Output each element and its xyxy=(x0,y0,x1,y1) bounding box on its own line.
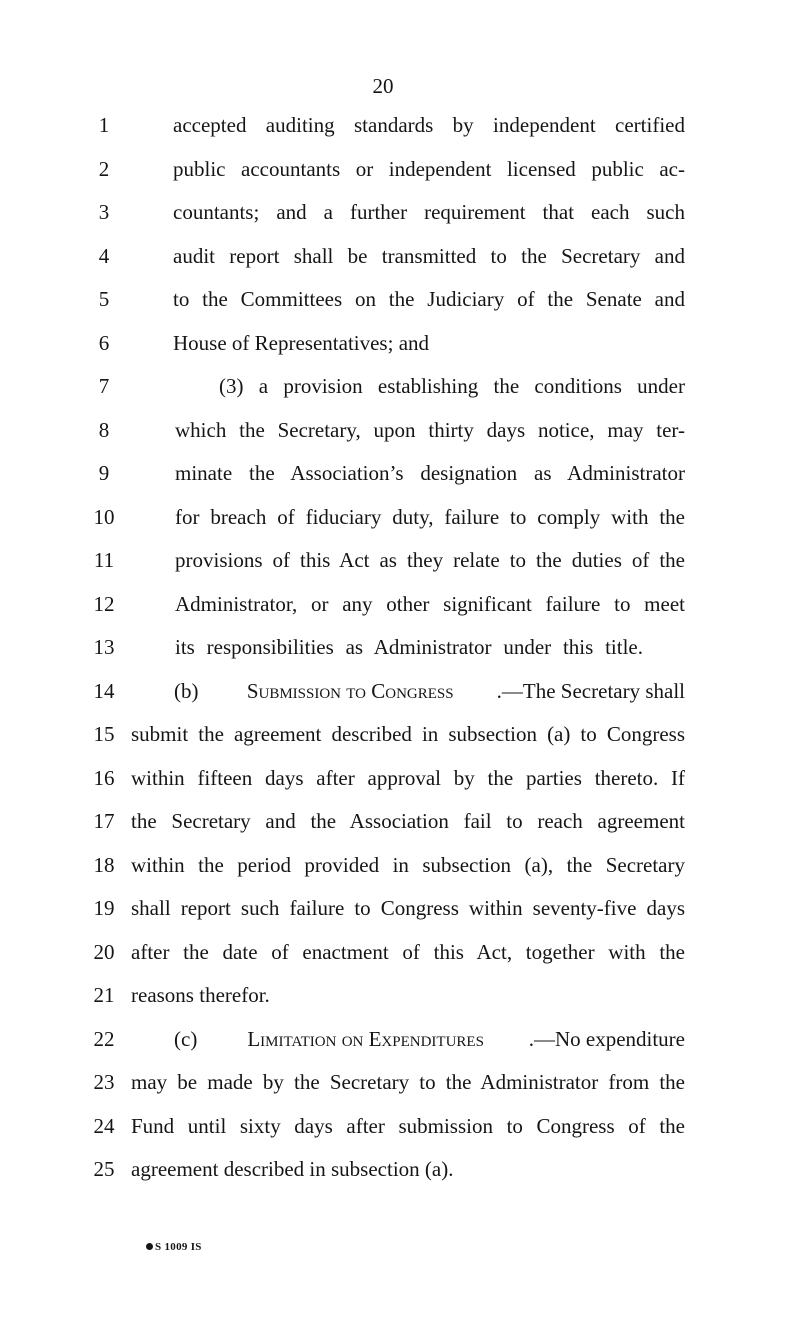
line-number: 23 xyxy=(93,1070,115,1094)
line-text: within fifteen days after approval by the parties thereto. If xyxy=(131,765,685,790)
line-text: Fund until sixty days after submission to Congress of the xyxy=(131,1113,685,1138)
bill-id-text: S 1009 IS xyxy=(155,1241,202,1253)
line-text: countants; and a further requirement that each such xyxy=(173,200,685,224)
line-text: agreement described in subsection (a). xyxy=(131,1157,454,1181)
text-line xyxy=(0,148,800,192)
line-text: submit the agreement described in subsection (a) to Congress xyxy=(131,722,685,746)
text-line xyxy=(0,800,800,844)
line-text: shall report such failure to Congress within seventy-five days xyxy=(131,896,685,920)
line-number: 24 xyxy=(93,1113,115,1138)
line-text: after the date of enactment of this Act, together with the xyxy=(131,939,685,964)
line-text: minate the Association’s designation as Administrator xyxy=(175,461,685,485)
line-text: House of Representatives; and xyxy=(173,330,430,355)
line-number: 13 xyxy=(93,635,115,659)
line-text: its responsibilities as Administrator under this title. xyxy=(175,635,643,659)
text-line xyxy=(0,452,800,496)
line-text: audit report shall be transmitted to the Secretary and xyxy=(173,243,685,268)
bill-identifier xyxy=(146,1241,202,1253)
text-line xyxy=(0,278,800,322)
line-number: 8 xyxy=(98,417,110,442)
line-number: 1 xyxy=(98,113,110,137)
line-number: 9 xyxy=(98,461,110,485)
text-line xyxy=(0,626,800,670)
line-text: within the period provided in subsection (a), the Secretary xyxy=(131,852,685,877)
text-line xyxy=(0,670,800,714)
text-line xyxy=(0,191,800,235)
text-line xyxy=(0,1105,800,1149)
line-number: 12 xyxy=(93,591,115,616)
subsection-label: (b) xyxy=(174,678,204,703)
line-number: 16 xyxy=(93,765,115,790)
line-text: may be made by the Secretary to the Administrator from the xyxy=(131,1070,685,1094)
text-line xyxy=(0,583,800,627)
subsection-heading: Limitation on Expenditures xyxy=(247,1026,484,1051)
line-number: 19 xyxy=(93,896,115,920)
line-number: 22 xyxy=(93,1026,115,1051)
line-text: Administrator, or any other significant failure to meet xyxy=(175,591,685,616)
line-text: for breach of fiduciary duty, failure to comply with the xyxy=(175,504,685,529)
text-line xyxy=(0,104,800,148)
line-number: 4 xyxy=(98,243,110,268)
subsection-text: .—The Secretary shall xyxy=(496,678,685,703)
line-text: accepted auditing standards by independent certified xyxy=(173,113,685,137)
line-number: 5 xyxy=(98,287,110,311)
page-number: 20 xyxy=(372,74,394,98)
line-number: 18 xyxy=(93,852,115,877)
bill-text xyxy=(0,104,800,1192)
text-line xyxy=(0,1018,800,1062)
subsection-heading: Submission to Congress xyxy=(246,678,454,703)
text-line xyxy=(0,409,800,453)
text-line xyxy=(0,887,800,931)
line-text: to the Committees on the Judiciary of the Senate and xyxy=(173,287,685,311)
line-number: 21 xyxy=(93,983,115,1007)
text-line xyxy=(0,844,800,888)
text-line xyxy=(0,322,800,366)
line-number: 6 xyxy=(98,330,110,355)
text-line xyxy=(0,713,800,757)
line-number: 11 xyxy=(93,548,115,572)
text-line xyxy=(0,1148,800,1192)
line-number: 25 xyxy=(93,1157,115,1181)
line-text: which the Secretary, upon thirty days notice, may ter- xyxy=(175,417,685,442)
line-text: public accountants or independent licensed public ac- xyxy=(173,156,685,181)
line-number: 3 xyxy=(98,200,110,224)
line-number: 20 xyxy=(93,939,115,964)
line-text: reasons therefor. xyxy=(131,983,270,1007)
text-line xyxy=(0,235,800,279)
line-number: 14 xyxy=(93,678,115,703)
text-line xyxy=(0,496,800,540)
text-line xyxy=(0,1061,800,1105)
line-number: 2 xyxy=(98,156,110,181)
bullet-icon xyxy=(146,1243,153,1250)
subsection-label: (c) xyxy=(174,1026,203,1051)
line-number: 15 xyxy=(93,722,115,746)
line-text: the Secretary and the Association fail to reach agreement xyxy=(131,809,685,833)
text-line xyxy=(0,365,800,409)
line-number: 7 xyxy=(98,374,110,398)
text-line xyxy=(0,974,800,1018)
text-line xyxy=(0,757,800,801)
subsection-c-intro xyxy=(174,1018,685,1062)
subsection-b-intro xyxy=(174,670,685,714)
line-text: provisions of this Act as they relate to the duties of the xyxy=(175,548,685,572)
text-line xyxy=(0,539,800,583)
line-text: (3) a provision establishing the conditions under xyxy=(219,374,685,398)
subsection-text: .—No expenditure xyxy=(528,1026,685,1051)
text-line xyxy=(0,931,800,975)
line-number: 10 xyxy=(93,504,115,529)
line-number: 17 xyxy=(93,809,115,833)
